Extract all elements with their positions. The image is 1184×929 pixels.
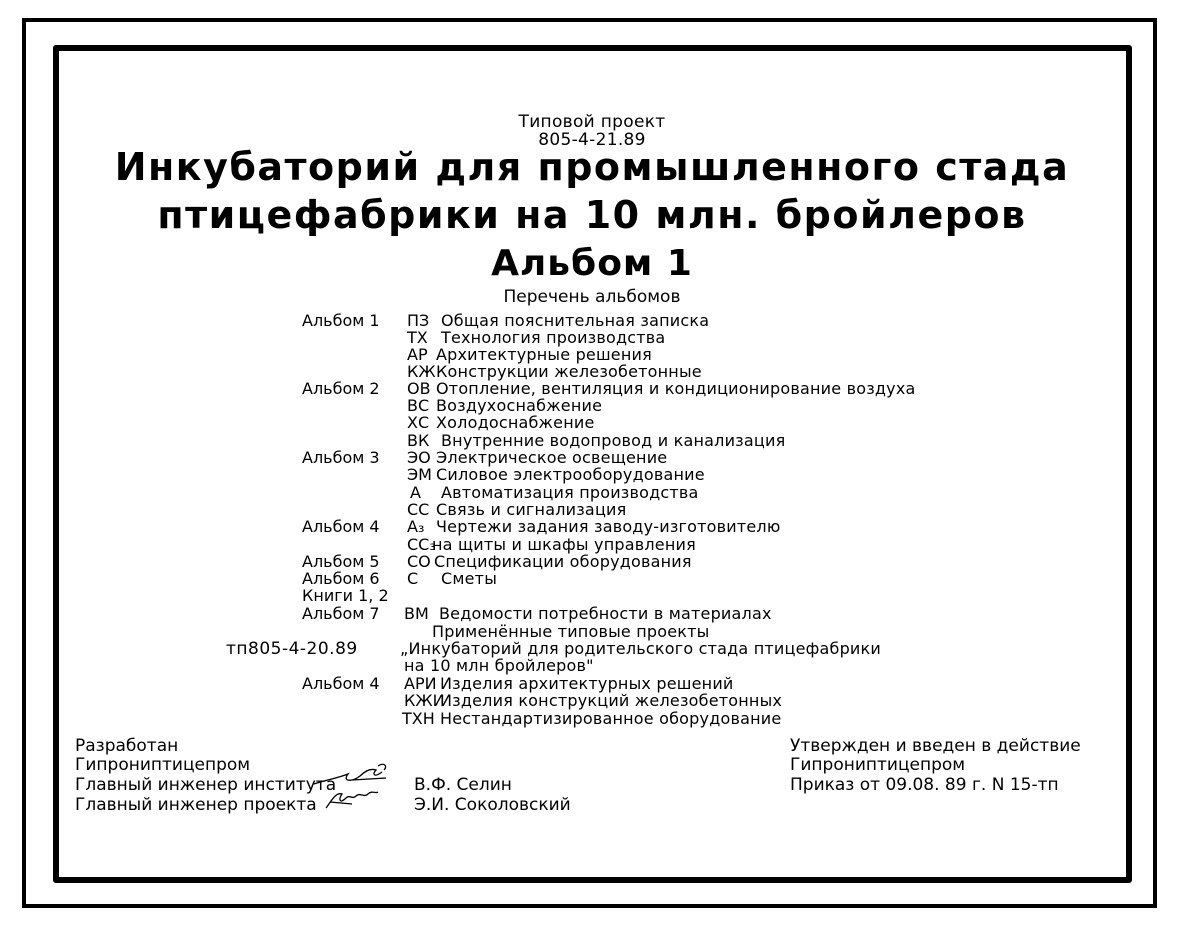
album-desc: Связь и сигнализация (436, 500, 627, 519)
album-code: ОВ (407, 379, 431, 398)
title-line2: птицефабрики на 10 млн. бройлеров (157, 193, 1027, 237)
applied-item-desc: Изделия конструкций железобетонных (440, 691, 783, 710)
developer-org: Гипрониптицепром (75, 755, 251, 775)
album-heading: Альбом 1 (491, 243, 693, 284)
album-desc: Холодоснабжение (436, 413, 595, 432)
applied-project-name-line2: на 10 млн бройлеров" (404, 656, 594, 675)
album-desc: Спецификации оборудования (434, 552, 692, 571)
album-code: СС₃ (407, 535, 436, 554)
applied-item-desc: Изделия архитектурных решений (440, 674, 734, 693)
album-code: А₃ (407, 517, 425, 536)
applied-item-code: КЖИ (404, 691, 445, 710)
album-desc: Технология производства (441, 328, 666, 347)
name-sokolovsky: Э.И. Соколовский (414, 795, 571, 815)
album-code: ТХ (407, 328, 428, 347)
album-code: ВМ (404, 604, 429, 623)
developed-label: Разработан (75, 736, 179, 756)
album-desc: Сметы (441, 569, 498, 588)
album-code: С (407, 569, 419, 588)
project-type: Типовой проект (518, 112, 666, 132)
album-code: ВС (407, 396, 430, 415)
applied-project-name-line1: „Инкубаторий для родительского стада птицефабрики (400, 639, 881, 658)
album-desc: Конструкции железобетонные (436, 362, 702, 381)
applied-item-code: АРИ (404, 674, 437, 693)
album-code: ЭМ (407, 465, 432, 484)
album-desc: Чертежи задания заводу-изготовителю (436, 517, 781, 536)
album-code: ПЗ (407, 311, 430, 330)
album-code: СС (407, 500, 430, 519)
approver-org: Гипрониптицепром (790, 755, 966, 775)
album-code: АР (407, 345, 428, 364)
approved-label: Утвержден и введен в действие (790, 736, 1081, 756)
order-number: Приказ от 09.08. 89 г. N 15-тп (790, 775, 1059, 795)
album-label: Книги 1, 2 (302, 586, 389, 605)
album-label: Альбом 2 (302, 379, 380, 398)
project-number: 805-4-21.89 (538, 130, 646, 150)
album-label: Альбом 6 (302, 569, 380, 588)
chief-engineer-institute: Главный инженер института (75, 775, 337, 795)
album-desc: Ведомости потребности в материалах (439, 604, 772, 623)
album-code: КЖ (407, 362, 436, 381)
album-label: Альбом 1 (302, 311, 380, 330)
signature-icon (322, 786, 382, 812)
album-code: СО (407, 552, 431, 571)
album-desc: Архитектурные решения (436, 345, 652, 364)
albums-list-heading: Перечень альбомов (503, 287, 681, 307)
applied-item-code: ТХН (402, 709, 435, 728)
applied-heading: Применённые типовые проекты (432, 622, 710, 641)
chief-engineer-project: Главный инженер проекта (75, 795, 317, 815)
album-code: А (410, 483, 421, 502)
album-code: ХС (407, 413, 430, 432)
album-desc: Электрическое освещение (436, 448, 668, 467)
album-desc: Внутренние водопровод и канализация (441, 431, 786, 450)
applied-item-desc: Нестандартизированное оборудование (440, 709, 782, 728)
album-desc: Силовое электрооборудование (436, 465, 705, 484)
album-code: ВК (407, 431, 430, 450)
album-label: Альбом 5 (302, 552, 380, 571)
applied-project-ref: тп805-4-20.89 (226, 639, 358, 659)
album-code: ЭО (407, 448, 431, 467)
applied-item-label: Альбом 4 (302, 674, 380, 693)
album-desc: Общая пояснительная записка (441, 311, 710, 330)
album-label: Альбом 7 (302, 604, 380, 623)
name-selin: В.Ф. Селин (414, 775, 512, 795)
album-desc: Воздухоснабжение (436, 396, 603, 415)
album-desc: Отопление, вентиляция и кондиционирование воздуха (436, 379, 916, 398)
album-desc: на щиты и шкафы управления (432, 535, 696, 554)
album-label: Альбом 4 (302, 517, 380, 536)
album-desc: Автоматизация производства (441, 483, 699, 502)
title-line1: Инкубаторий для промышленного стада (114, 145, 1070, 189)
album-label: Альбом 3 (302, 448, 380, 467)
